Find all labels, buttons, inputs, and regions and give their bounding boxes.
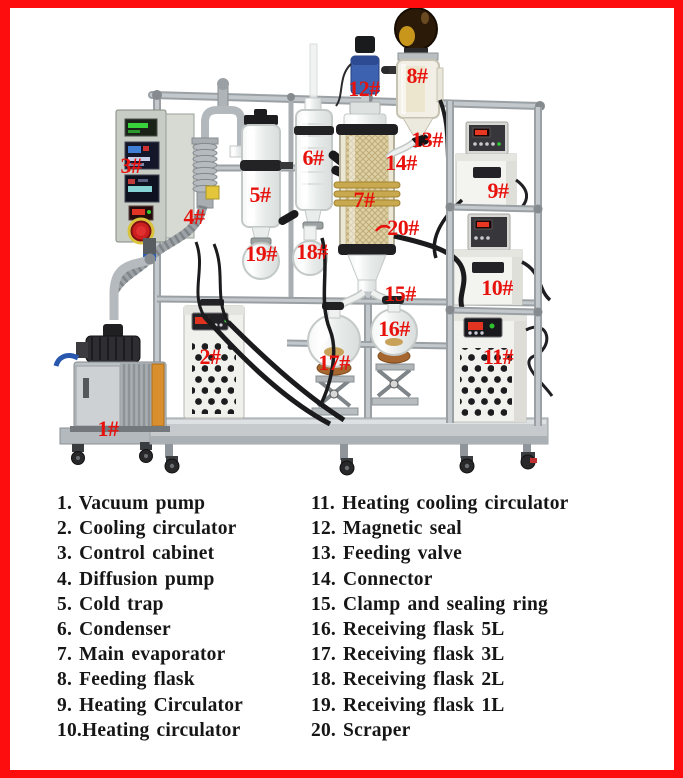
- legend-item-19: 19. Receiving flask 1L: [311, 694, 505, 716]
- legend-item-5: 5. Cold trap: [57, 593, 164, 615]
- part-label-18: 18#: [296, 239, 328, 264]
- part-label-2: 2#: [199, 344, 221, 369]
- legend-item-2: 2. Cooling circulator: [57, 518, 237, 540]
- legend-item-18: 18. Receiving flask 2L: [311, 669, 505, 691]
- legend-item-4: 4. Diffusion pump: [57, 568, 215, 590]
- legend-item-6: 6. Condenser: [57, 619, 171, 641]
- legend-column-right: [311, 491, 569, 743]
- legend-item-17: 17. Receiving flask 3L: [311, 644, 505, 666]
- part-label-16: 16#: [378, 316, 410, 341]
- legend-item-8: 8. Feeding flask: [57, 669, 195, 691]
- legend-item-15: 15. Clamp and sealing ring: [311, 593, 548, 615]
- part-label-10: 10#: [481, 275, 513, 300]
- legend-item-10: 10.Heating circulator: [57, 719, 241, 741]
- legend-item-20: 20. Scraper: [311, 719, 411, 741]
- part-label-9: 9#: [487, 178, 509, 203]
- legend-column-left: [57, 491, 243, 743]
- legend-item-16: 16. Receiving flask 5L: [311, 619, 505, 641]
- part-label-7: 7#: [353, 187, 375, 212]
- legend-item-14: 14. Connector: [311, 568, 433, 590]
- receiving-flask-5l: [371, 296, 418, 405]
- part-label-13: 13#: [411, 127, 443, 152]
- legend-item-13: 13. Feeding valve: [311, 543, 462, 565]
- part-label-20: 20#: [387, 215, 419, 240]
- part-label-14: 14#: [385, 150, 417, 175]
- part-label-4: 4#: [183, 204, 205, 229]
- legend-item-1: 1. Vacuum pump: [57, 493, 206, 514]
- legend-item-9: 9. Heating Circulator: [57, 694, 244, 716]
- dolly-caster: [72, 442, 153, 465]
- part-label-5: 5#: [249, 182, 271, 207]
- platform-casters: [165, 452, 537, 475]
- part-label-6: 6#: [302, 145, 324, 170]
- legend-item-3: 3. Control cabinet: [57, 543, 215, 565]
- part-label-12: 12#: [348, 76, 380, 101]
- part-label-11: 11#: [482, 344, 514, 369]
- part-label-17: 17#: [318, 350, 350, 375]
- legend-item-12: 12. Magnetic seal: [311, 518, 462, 540]
- part-label-1: 1#: [97, 416, 119, 441]
- legend-item-11: 11. Heating cooling circulator: [311, 493, 569, 514]
- legend-item-7: 7. Main evaporator: [57, 644, 226, 666]
- part-label-8: 8#: [406, 63, 428, 88]
- part-label-3: 3#: [120, 153, 142, 178]
- part-label-19: 19#: [245, 241, 277, 266]
- vacuum-pump: [56, 254, 170, 433]
- part-label-15: 15#: [384, 281, 416, 306]
